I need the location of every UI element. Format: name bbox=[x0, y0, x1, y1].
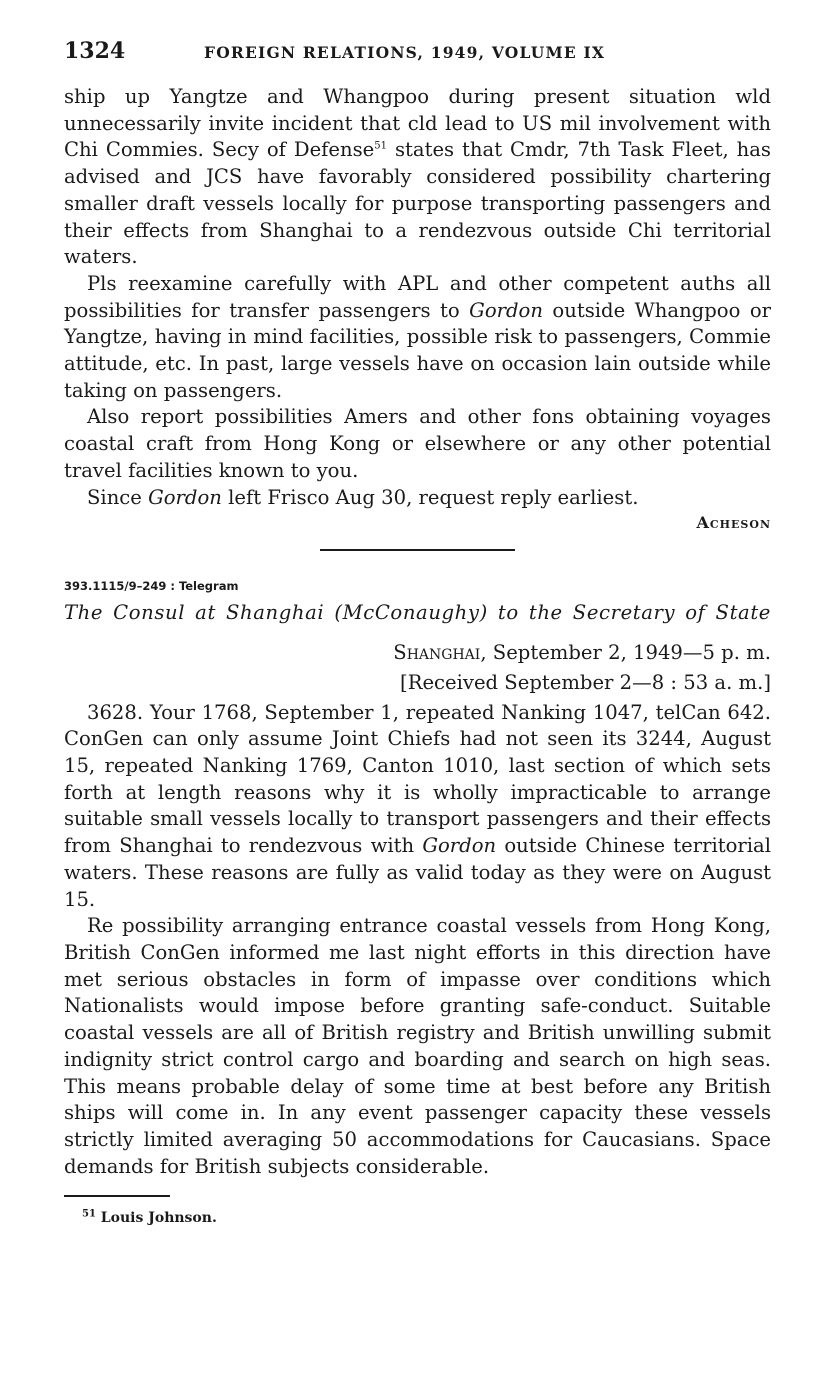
doc2-p1-text-b: outside Chinese territorial waters. These reasons are fully as valid today as they were on August 15. bbox=[64, 834, 771, 911]
dateline bbox=[64, 640, 771, 667]
signature: Acheson bbox=[696, 513, 771, 533]
section-divider bbox=[320, 549, 515, 551]
footnote-text: Louis Johnson. bbox=[95, 1210, 217, 1227]
footnote-ref: 51 bbox=[374, 140, 388, 152]
doc1-paragraph-1 bbox=[64, 84, 771, 271]
file-reference: 393.1115/9–249 : Telegram bbox=[64, 579, 239, 594]
title-text-b: ) to the Secretary of State bbox=[479, 601, 771, 625]
doc1-p1-text-a: ship up Yangtze and Whangpoo during present situation wld unnecessarily invite incident that cld lead to US mil involvement with Chi Commies. Secy of Defense bbox=[64, 85, 771, 162]
doc2-paragraph-1 bbox=[64, 700, 771, 914]
doc2-p1-text-a: 3628. Your 1768, September 1, repeated Nanking 1047, telCan 642. ConGen can only assume Joint Chiefs had not seen its 3244, August 15, repeated Nanking 1769, Canton 1010, last section of which sets forth at length reasons why it is wholly impracticable to arrange suitable small vessels locally to transport passengers and their effects from Shanghai to rendezvous with bbox=[64, 700, 771, 858]
page-number: 1324 bbox=[64, 38, 126, 64]
page-header bbox=[64, 38, 771, 64]
doc1-paragraph-4 bbox=[64, 485, 771, 512]
running-head: FOREIGN RELATIONS, 1949, VOLUME IX bbox=[204, 43, 606, 62]
doc1-p4-text-b: left Frisco Aug 30, request reply earliest. bbox=[221, 485, 639, 509]
dateline-date: , September 2, 1949—5 p. m. bbox=[480, 641, 771, 665]
doc1-p1-text-b: states that Cmdr, 7th Task Fleet, has advised and JCS have favorably considered possibility chartering smaller draft vessels locally for purpose transporting passengers and their effects from Shanghai to a rendezvous outside Chi territorial waters. bbox=[64, 138, 771, 269]
dateline-place: Shanghai bbox=[393, 641, 481, 665]
title-text-a: The Consul at Shanghai ( bbox=[64, 601, 343, 625]
doc1-paragraph-3: Also report possibilities Amers and other fons obtaining voyages coastal craft from Hong Kong or elsewhere or any other potential travel facilities known to you. bbox=[64, 405, 771, 482]
ship-name: Gordon bbox=[422, 834, 497, 858]
ship-name: Gordon bbox=[148, 485, 222, 509]
footnote bbox=[64, 1210, 771, 1226]
doc1-p2-text-a: Pls reexamine carefully with APL and other competent auths all possibilities for transfer passengers to bbox=[64, 271, 771, 322]
doc1-p4-text-a: Since bbox=[87, 485, 149, 509]
doc1-paragraph-2 bbox=[64, 271, 771, 405]
ship-name: Gordon bbox=[469, 298, 543, 322]
document-page bbox=[64, 38, 771, 1226]
title-name: McConaughy bbox=[342, 601, 480, 625]
doc2-paragraph-2: Re possibility arranging entrance coastal vessels from Hong Kong, British ConGen informed me last night efforts in this direction have met serious obstacles in form of impasse over conditions which Nationalists would impose before granting safe-conduct. Suitable coastal vessels are all of British registry and British unwilling submit indignity strict control cargo and boarding and search on high seas. This means probable delay of some time at best before any British ships will come in. In any event passenger capacity these vessels strictly limited averaging 50 accommodations for Caucasians. Space demands for British subjects considerable. bbox=[64, 914, 771, 1178]
document-title bbox=[64, 601, 771, 624]
doc1-p2-text-b: outside Whangpoo or Yangtze, having in mind facilities, possible risk to passengers, Commie attitude, etc. In past, large vessels have on occasion lain outside while taking on passengers. bbox=[64, 298, 771, 402]
received-line: [Received September 2—8 : 53 a. m.] bbox=[400, 670, 771, 694]
footnote-rule bbox=[64, 1195, 170, 1197]
footnote-marker: 51 bbox=[82, 1208, 96, 1220]
